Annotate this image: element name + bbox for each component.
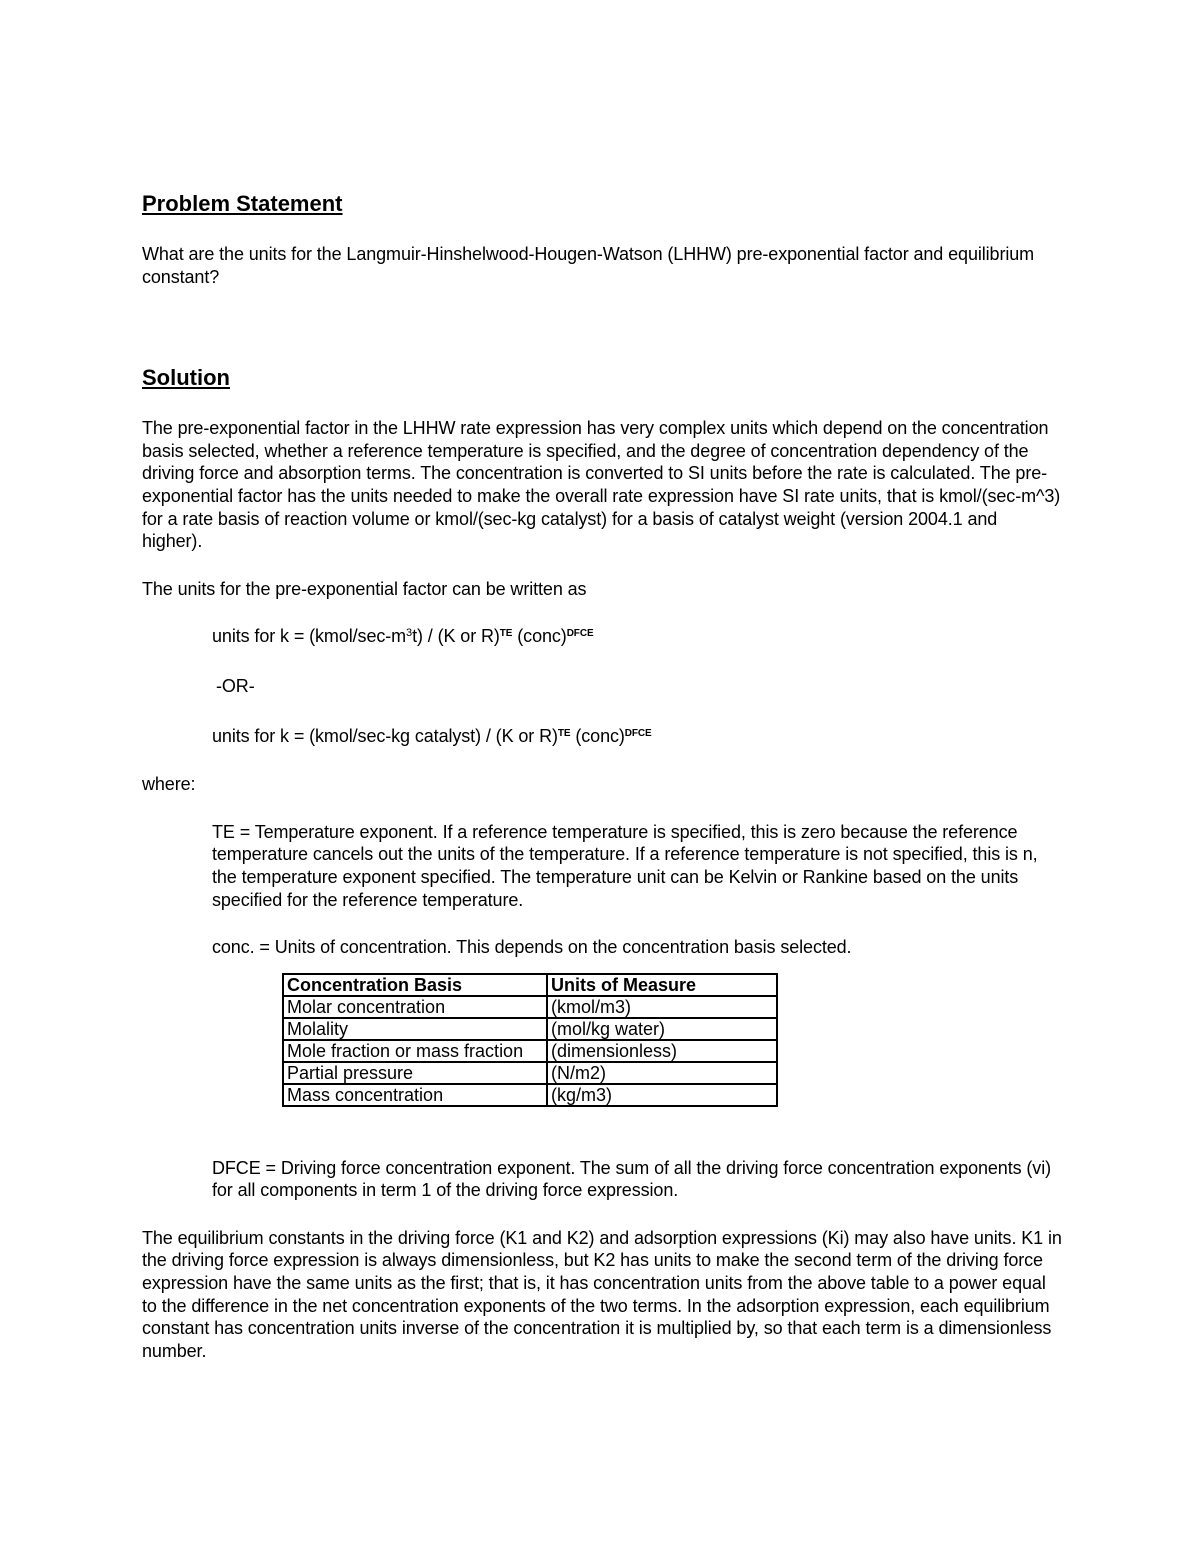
- table-header-cell: Units of Measure: [547, 974, 777, 996]
- problem-statement-heading: Problem Statement: [142, 191, 343, 216]
- where-label: where:: [142, 774, 196, 795]
- conc-definition: conc. = Units of concentration. This depends on the concentration basis selected.: [212, 937, 852, 958]
- dfce-definition: DFCE = Driving force concentration exponent. The sum of all the driving force concentration exponents (vi) for all components in term 1 of the driving force expression.: [212, 1157, 1051, 1201]
- formula2-dfce: DFCE: [624, 727, 652, 739]
- concentration-units-table: [282, 973, 778, 1107]
- table-cell: (kg/m3): [547, 1084, 777, 1106]
- table-cell: (kmol/m3): [547, 996, 777, 1018]
- formula2-lhs: units for k = (kmol/sec-kg catalyst) / (K or R): [212, 725, 558, 746]
- formula1-cube: 3: [406, 627, 413, 640]
- formula-catalyst-basis: [212, 725, 1062, 748]
- formula1-dfce: DFCE: [566, 628, 594, 640]
- table-row: [283, 1062, 777, 1084]
- table-cell: Molality: [283, 1018, 547, 1040]
- table-row: [283, 1084, 777, 1106]
- table-row: [283, 996, 777, 1018]
- or-separator: -OR-: [216, 675, 255, 696]
- formula-volume-basis: [212, 625, 1062, 648]
- document-content: [142, 190, 1062, 1362]
- solution-paragraph-2: The units for the pre-exponential factor can be written as: [142, 578, 587, 599]
- formula1-t: t) / (K or R): [412, 626, 500, 647]
- table-row: [283, 1040, 777, 1062]
- formula1-conc: (conc): [512, 626, 567, 647]
- formula2-te: TE: [557, 727, 571, 739]
- table-cell: (N/m2): [547, 1062, 777, 1084]
- table-row: [283, 1018, 777, 1040]
- formula1-te: TE: [499, 628, 513, 640]
- table-header-cell: Concentration Basis: [283, 974, 547, 996]
- table-cell: Mass concentration: [283, 1084, 547, 1106]
- table-cell: (dimensionless): [547, 1040, 777, 1062]
- formula1-lhs: units for k = (kmol/sec-m: [212, 626, 407, 647]
- problem-statement-text: What are the units for the Langmuir-Hinshelwood-Hougen-Watson (LHHW) pre-exponential factor and equilibrium constant?: [142, 244, 1035, 287]
- table-cell: Mole fraction or mass fraction: [283, 1040, 547, 1062]
- table-header-row: [283, 974, 777, 996]
- solution-heading: Solution: [142, 365, 230, 391]
- table-cell: Molar concentration: [283, 996, 547, 1018]
- te-definition: TE = Temperature exponent. If a reference temperature is specified, this is zero because the reference temperature cancels out the units of the temperature. If a reference temperature is not specified, this is n, the temperature exponent specified. The temperature unit can be Kelvin or Rankine based on the units specified for the reference temperature.: [212, 821, 1038, 910]
- equilibrium-constants-paragraph: The equilibrium constants in the driving force (K1 and K2) and adsorption expressions (Ki) may also have units. K1 in the driving force expression is always dimensionless, but K2 has units to make the second term of the driving force expression have the same units as the first; that is, it has concentration units from the above table to a power equal to the difference in the net concentration exponents of the two terms. In the adsorption expression, each equilibrium constant has concentration units inverse of the concentration it is multiplied by, so that each term is a dimensionless number.: [142, 1227, 1062, 1361]
- solution-paragraph-1: The pre-exponential factor in the LHHW rate expression has very complex units which depend on the concentration basis selected, whether a reference temperature is specified, and the degree of concentration dependency of the driving force and absorption terms. The concentration is converted to SI units before the rate is calculated. The pre-exponential factor has the units needed to make the overall rate expression have SI rate units, that is kmol/(sec-m^3) for a rate basis of reaction volume or kmol/(sec-kg catalyst) for a basis of catalyst weight (version 2004.1 and higher).: [142, 418, 1061, 552]
- table-cell: Partial pressure: [283, 1062, 547, 1084]
- table-cell: (mol/kg water): [547, 1018, 777, 1040]
- formula2-conc: (conc): [570, 725, 625, 746]
